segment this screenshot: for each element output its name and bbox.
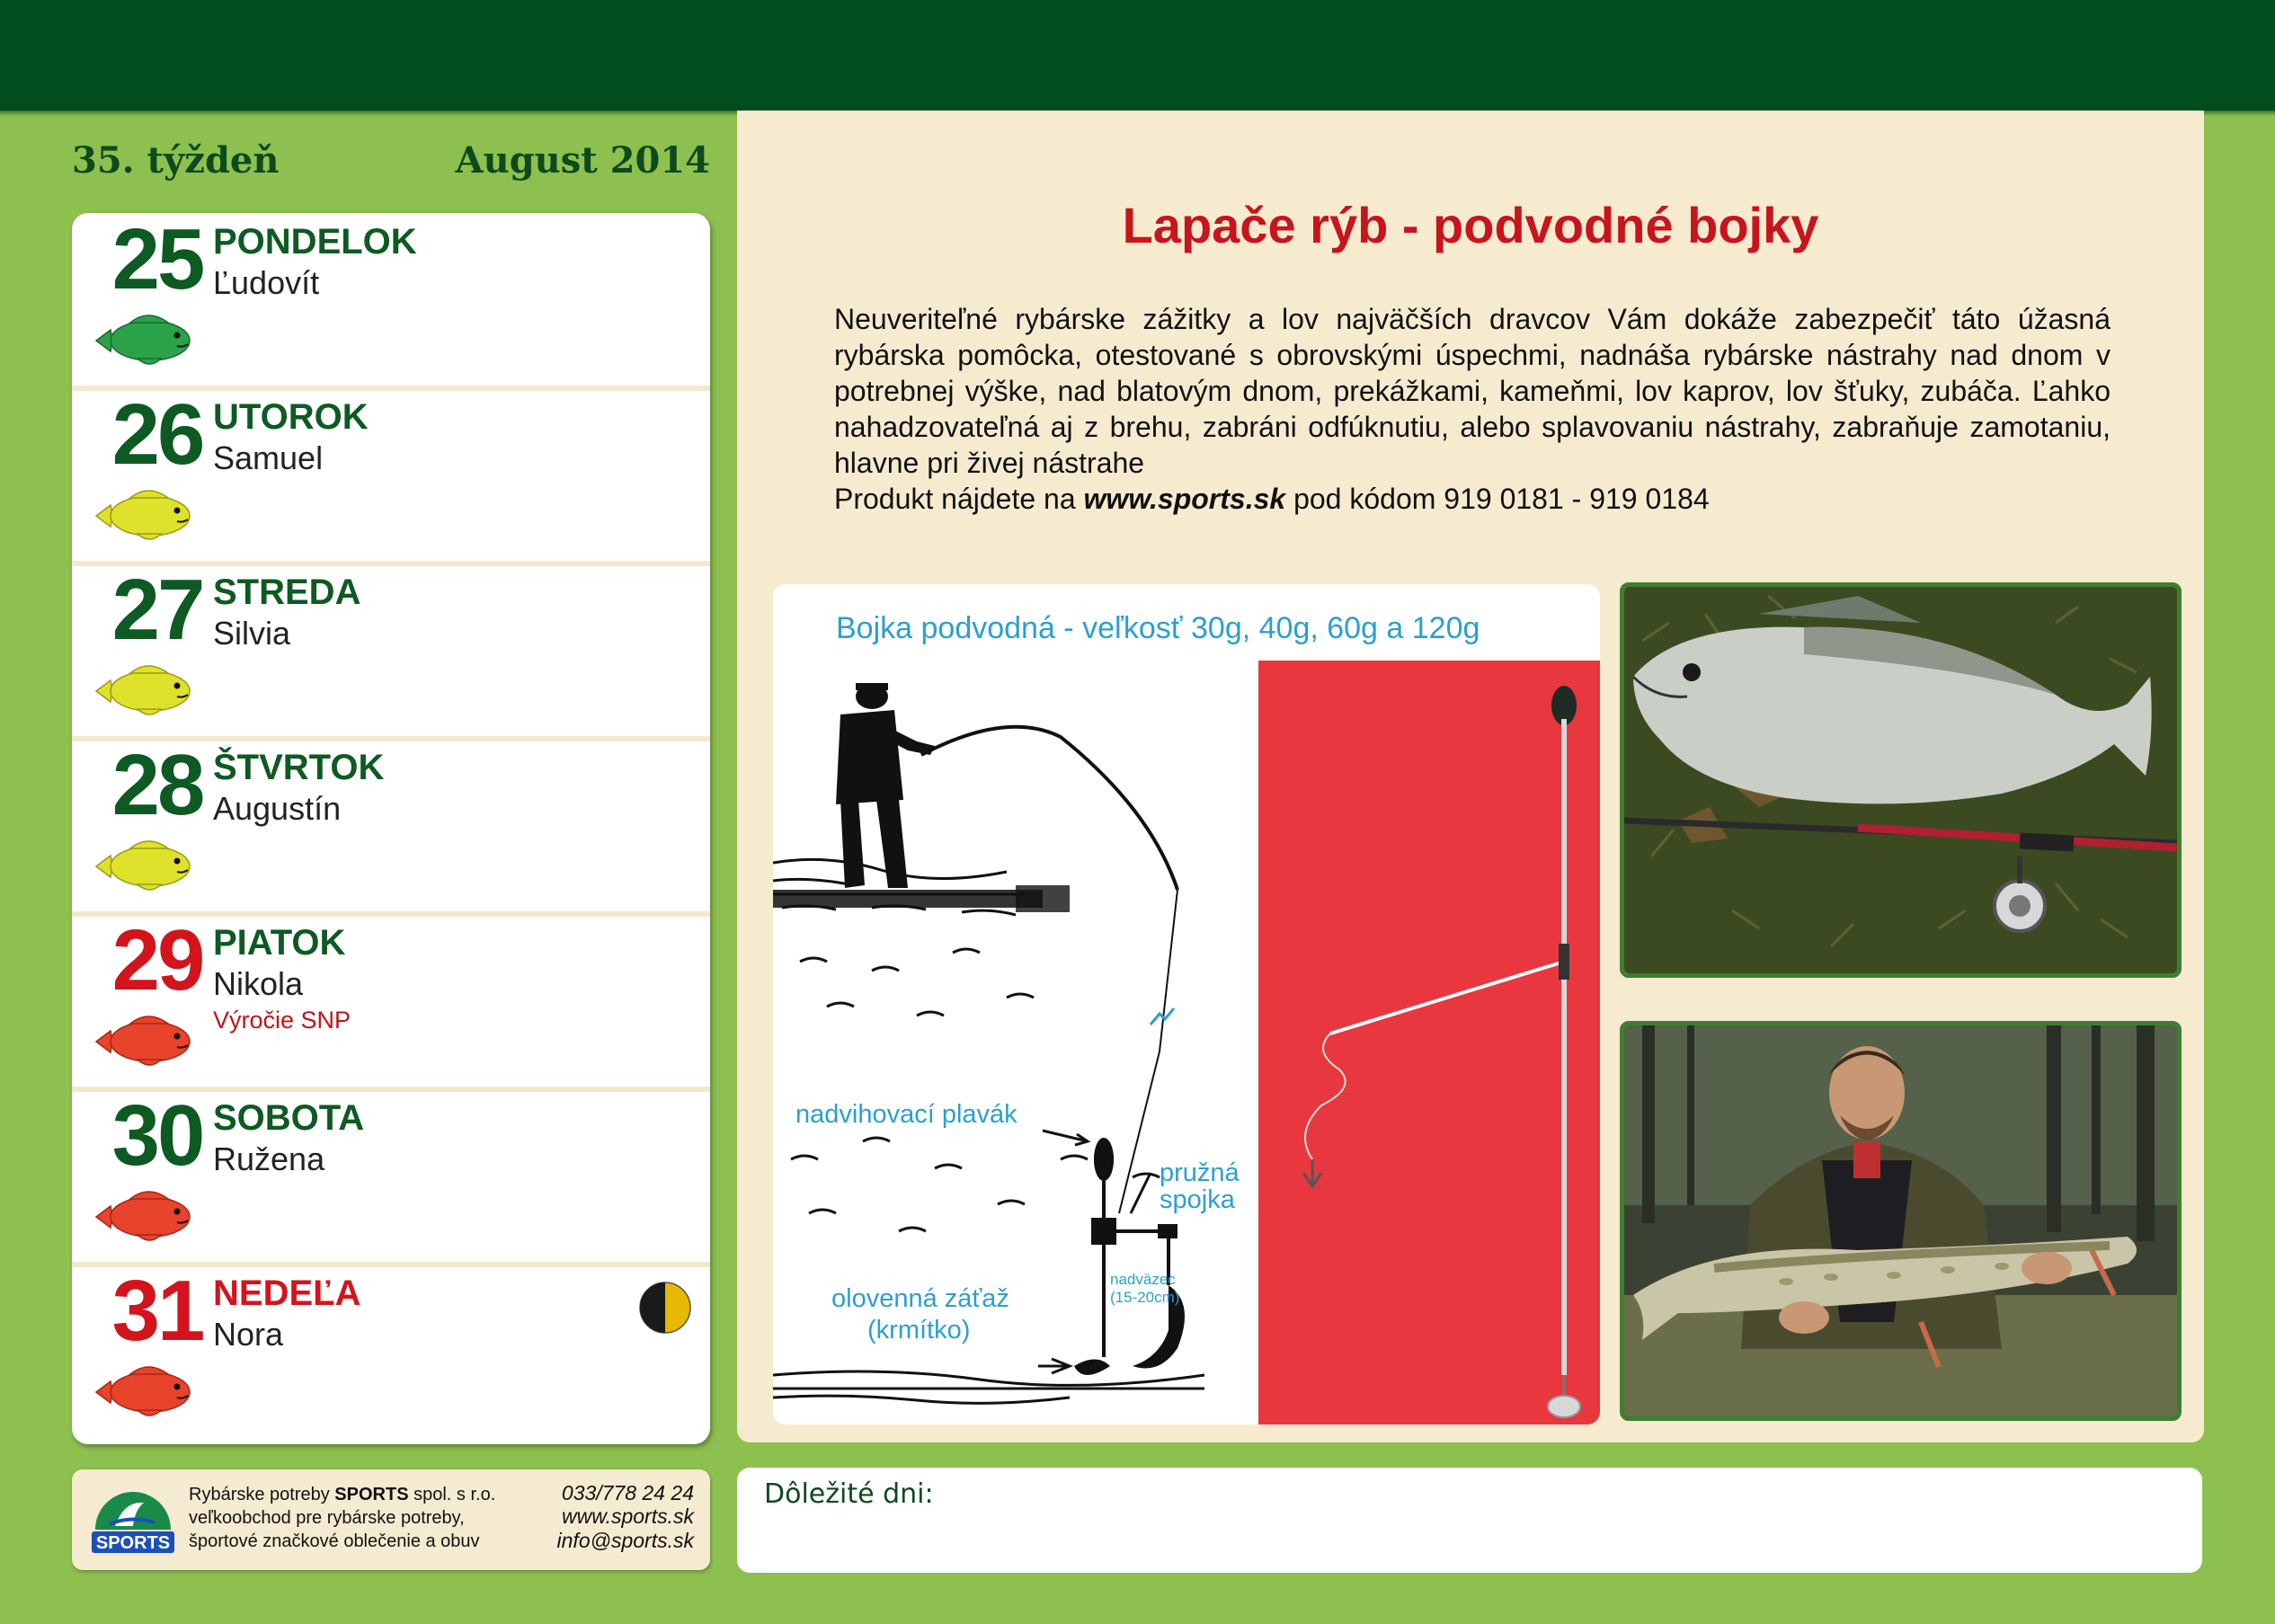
nameday-label: Ružena: [213, 1140, 325, 1177]
days-card: [72, 213, 710, 1444]
label-leader-1: nadväzec: [1110, 1271, 1176, 1288]
zander-photo-drawing: [1624, 587, 2177, 973]
day-row: [72, 388, 710, 564]
product-line: Produkt nájdete na www.sports.sk pod kódom 919 0181 - 919 0184: [834, 483, 1710, 515]
green-fish-icon: [94, 310, 198, 371]
day-row: [72, 739, 710, 914]
weekday-label: SOBOTA: [213, 1098, 365, 1138]
day-row: [72, 914, 710, 1089]
nameday-label: Augustín: [213, 790, 342, 827]
weekday-label: STREDA: [213, 572, 361, 612]
email-link[interactable]: info@sports.sk: [556, 1528, 694, 1552]
day-number: 31: [111, 1263, 203, 1359]
company-info-box: [72, 1469, 710, 1570]
yellow-fish-icon: [94, 661, 198, 722]
sports-logo: [88, 1483, 178, 1557]
company-line-3: športové značkové oblečenie a obuv: [189, 1531, 480, 1551]
important-days-box[interactable]: [737, 1468, 2202, 1573]
red-fish-icon: [94, 1186, 198, 1247]
month-year: August 2014: [455, 139, 710, 182]
company-line-2: veľkoobchod pre rybárske potreby,: [189, 1508, 465, 1528]
phone-number: 033/778 24 24: [561, 1481, 694, 1504]
contact-block: [557, 1481, 694, 1552]
label-connector-1: pružná: [1160, 1158, 1240, 1187]
angler-silhouette: [836, 683, 935, 888]
weekday-label: NEDEĽA: [213, 1273, 361, 1313]
nameday-label: Nikola: [213, 965, 304, 1002]
float-diagram: [773, 584, 1600, 1424]
red-fish-icon: [94, 1362, 198, 1423]
day-number: 28: [111, 737, 203, 833]
photo-angler-with-pike: [1620, 1021, 2182, 1421]
weekday-label: ŠTVRTOK: [213, 748, 385, 787]
weekday-label: PONDELOK: [213, 222, 417, 262]
label-connector-2: spojka: [1160, 1185, 1235, 1214]
label-leader-2: (15-20cm): [1110, 1289, 1180, 1306]
article-title: Lapače rýb - podvodné bojky: [1122, 197, 1819, 253]
logo-text: SPORTS: [95, 1533, 171, 1553]
important-days-label: Dôležité dni:: [764, 1478, 934, 1510]
article-paragraph: Neuveriteľné rybárske zážitky a lov najväčších dravcov Vám dokáže zabezpečiť táto úžasná rybárska pomôcka, otestované s obrovskými úspechmi, nadnáša rybárske nástrahy nad dnom v potrebnej výške, nad blatovým dnom, prekážkami, kameňmi, lov kaprov, lov šťuky, zubáča. Ľahko nahadzovateľná aj z brehu, zabráni odfúknutiu, alebo splavovaniu nástrahy, zabraňuje zamotaniu, hlavne pri živej nástrahe: [834, 303, 2111, 479]
weekday-label: UTOROK: [213, 397, 369, 437]
day-row: [72, 213, 710, 388]
day-number: 25: [111, 213, 203, 307]
day-number: 30: [111, 1087, 203, 1184]
red-fish-icon: [94, 1011, 198, 1072]
weekday-label: PIATOK: [213, 923, 346, 963]
label-float: nadvihovací plavák: [795, 1100, 1018, 1129]
article-body: [834, 301, 2111, 517]
nameday-label: Ľudovít: [213, 264, 320, 301]
company-text: [189, 1483, 495, 1553]
diagram-title: Bojka podvodná - veľkosť 30g, 40g, 60g a 120g: [836, 611, 1480, 645]
nameday-label: Silvia: [213, 615, 291, 652]
angler-photo-drawing: [1624, 1025, 2177, 1416]
company-line-1: Rybárske potreby SPORTS spol. s r.o.: [189, 1485, 496, 1504]
holiday-label: Výročie SNP: [213, 1007, 351, 1034]
product-link[interactable]: www.sports.sk: [1083, 483, 1286, 515]
label-weight-2: (krmítko): [867, 1316, 971, 1344]
photo-zander-on-grass: [1620, 582, 2182, 978]
yellow-fish-icon: [94, 485, 198, 546]
website-link[interactable]: www.sports.sk: [562, 1504, 694, 1529]
day-row: [72, 1089, 710, 1265]
nameday-label: Samuel: [213, 439, 324, 476]
day-number: 26: [111, 386, 203, 483]
week-number: 35. týždeň: [72, 139, 280, 182]
nameday-label: Nora: [213, 1316, 284, 1353]
day-row: [72, 1265, 710, 1440]
last-quarter-moon-icon: [638, 1281, 692, 1335]
top-banner: [0, 0, 2275, 111]
yellow-fish-icon: [94, 836, 198, 897]
day-number: 29: [111, 912, 203, 1008]
day-row: [72, 564, 710, 739]
day-number: 27: [111, 562, 203, 658]
label-weight-1: olovenná záťaž: [831, 1284, 1009, 1313]
float-product: [1303, 686, 1580, 1417]
